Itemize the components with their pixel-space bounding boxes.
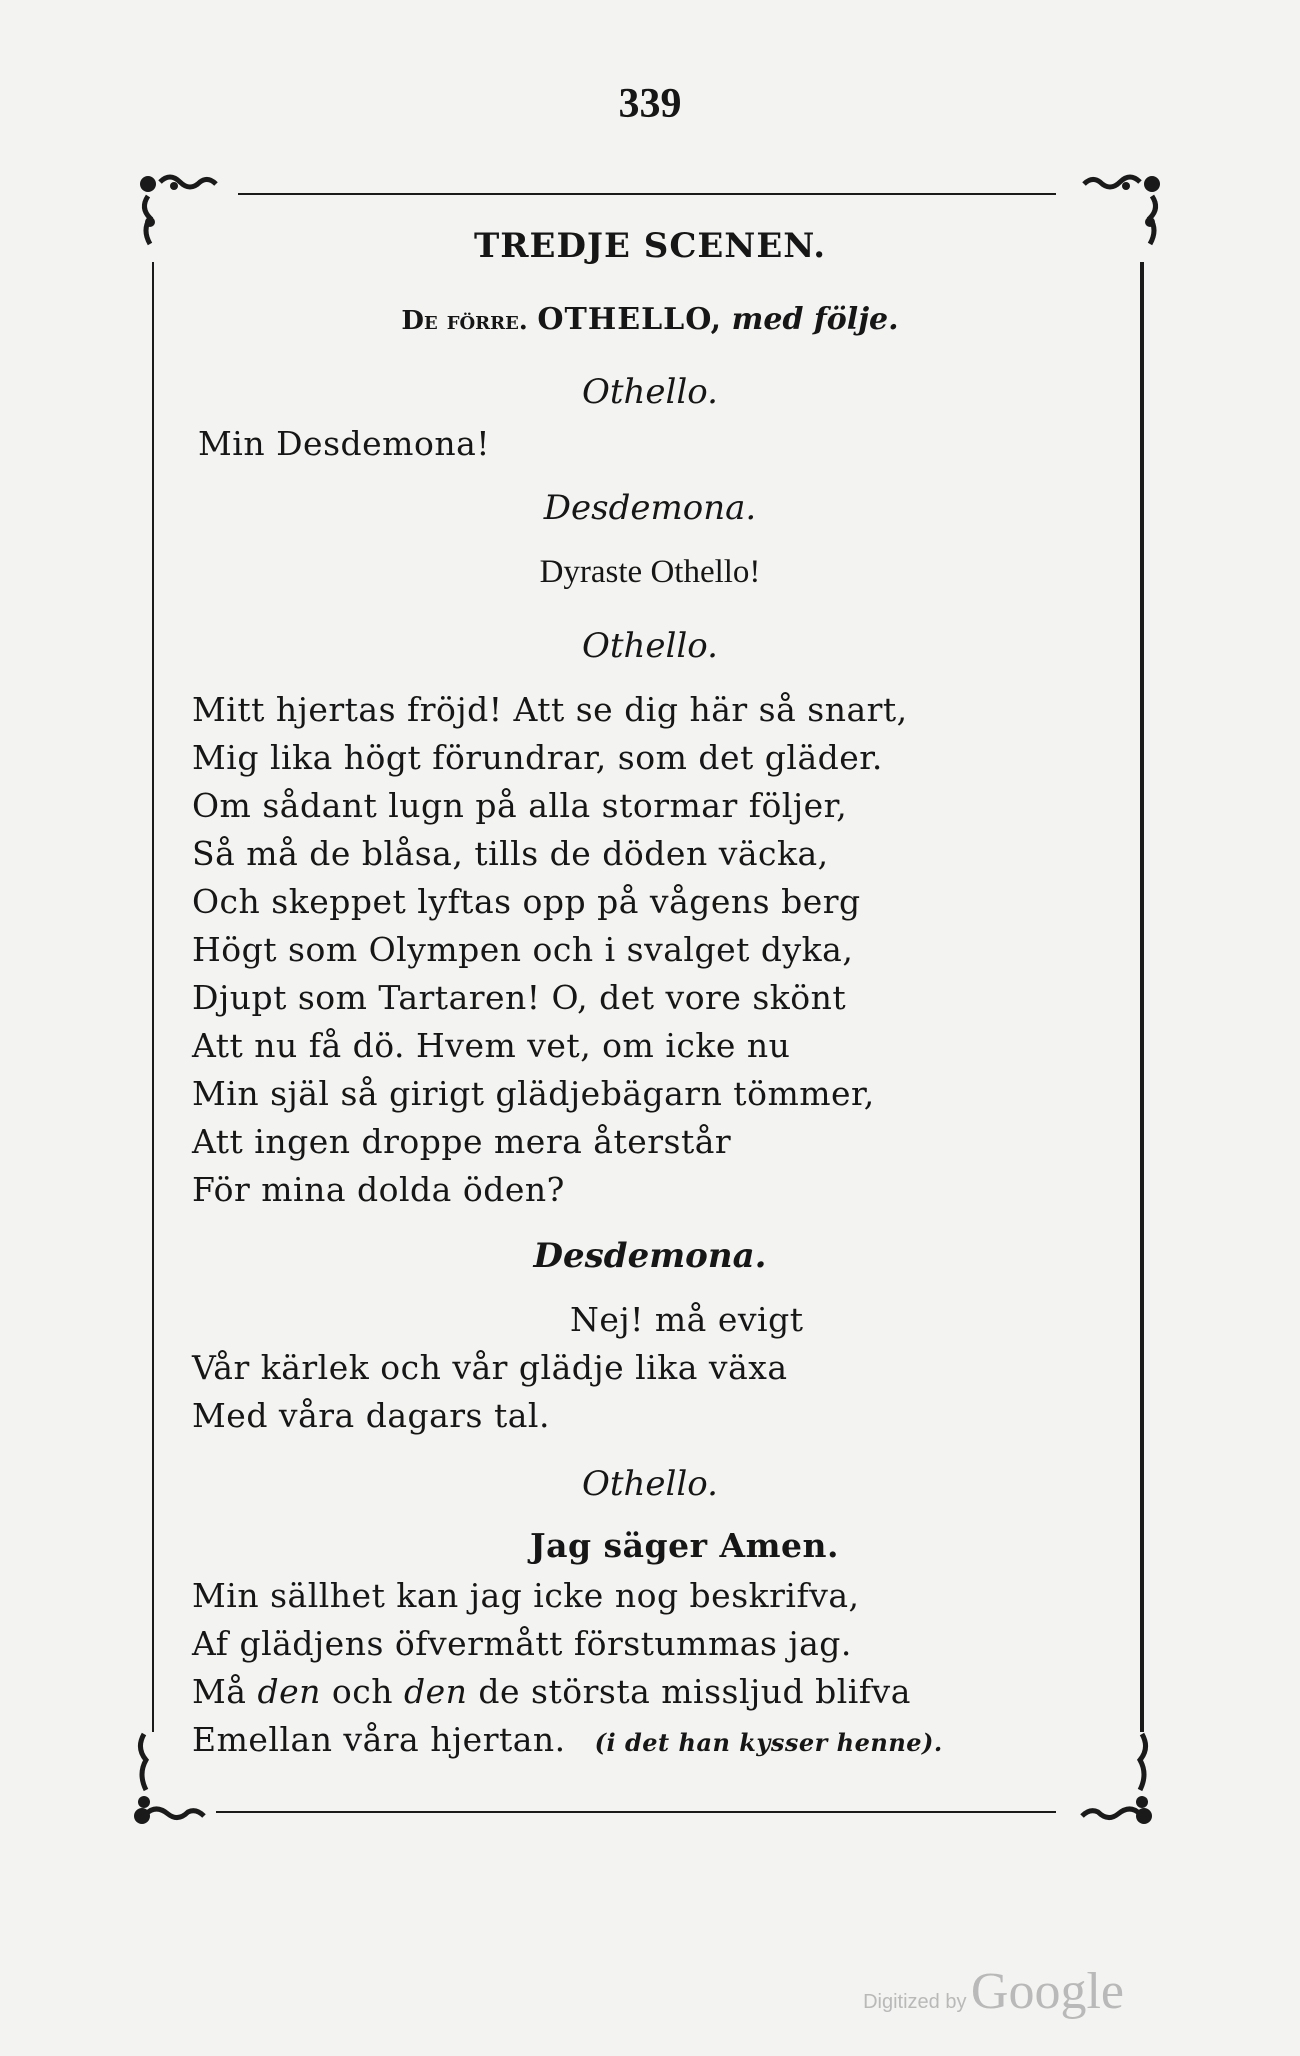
verse-line: Af glädjens öfvermått förstummas jag. xyxy=(192,1624,852,1663)
verse-line: Om sådant lugn på alla stormar följer, xyxy=(192,786,848,825)
scene-title: TREDJE SCENEN. xyxy=(473,226,827,266)
verse-line-with-direction xyxy=(192,1720,943,1759)
verse-line: För mina dolda öden? xyxy=(192,1170,565,1209)
verse-line: Min själ så girigt glädjebägarn tömmer, xyxy=(192,1074,875,1113)
verse-line: Högt som Olympen och i svalget dyka, xyxy=(192,930,854,969)
emphasis-den: den xyxy=(257,1672,321,1711)
page-number: 339 xyxy=(618,81,682,127)
watermark xyxy=(863,1962,1124,2021)
verse-line: Min Desdemona! xyxy=(198,424,491,463)
frame-top-border xyxy=(238,193,1056,195)
verse-line: Och skeppet lyftas opp på vågens berg xyxy=(192,882,861,921)
verse-line: Att nu få dö. Hvem vet, om icke nu xyxy=(192,1026,791,1065)
stage-direction-prefix: De förre. xyxy=(401,306,528,336)
verse-line: Nej! må evigt xyxy=(570,1300,804,1339)
ornament-bottom-right-icon xyxy=(1050,1730,1160,1830)
frame-bottom-border xyxy=(216,1811,1056,1813)
verse-fragment: Må xyxy=(192,1672,258,1711)
verse-line: Mig lika högt förundrar, som det gläder. xyxy=(192,738,883,777)
watermark-prefix: Digitized by xyxy=(863,1991,967,2013)
stage-direction-names: OTHELLO, xyxy=(537,302,723,337)
inline-stage-direction: (i det han kysser henne). xyxy=(594,1728,943,1757)
verse-line: Med våra dagars tal. xyxy=(192,1396,550,1435)
verse-line: Min sällhet kan jag icke nog beskrifva, xyxy=(192,1576,860,1615)
verse-fragment: Emellan våra hjertan. xyxy=(192,1720,566,1759)
speaker-name: Othello. xyxy=(582,626,718,666)
verse-line: Djupt som Tartaren! O, det vore skönt xyxy=(192,978,847,1017)
frame-left-border xyxy=(152,262,154,1732)
watermark-brand: Google xyxy=(970,1963,1124,2020)
speaker-name: Othello. xyxy=(582,1464,718,1504)
speaker-name: Othello. xyxy=(582,372,718,412)
verse-line: Vår kärlek och vår glädje lika växa xyxy=(192,1348,788,1387)
frame-right-border xyxy=(1140,262,1144,1732)
verse-line: Så må de blåsa, tills de döden väcka, xyxy=(192,834,829,873)
speaker-name: Desdemona. xyxy=(533,1236,767,1276)
verse-fragment: och xyxy=(320,1672,404,1711)
stage-direction xyxy=(0,302,1300,337)
verse-line-mixed xyxy=(192,1672,911,1711)
verse-line: Dyraste Othello! xyxy=(539,554,761,590)
speaker-name: Desdemona. xyxy=(543,488,757,528)
verse-line: Mitt hjertas fröjd! Att se dig här så snart, xyxy=(192,690,908,729)
verse-line: Jag säger Amen. xyxy=(530,1526,839,1565)
stage-direction-suffix: med följe. xyxy=(731,302,899,337)
verse-line: Att ingen droppe mera återstår xyxy=(192,1122,732,1161)
emphasis-den: den xyxy=(403,1672,468,1711)
verse-fragment: de största missljud blifva xyxy=(467,1672,911,1711)
